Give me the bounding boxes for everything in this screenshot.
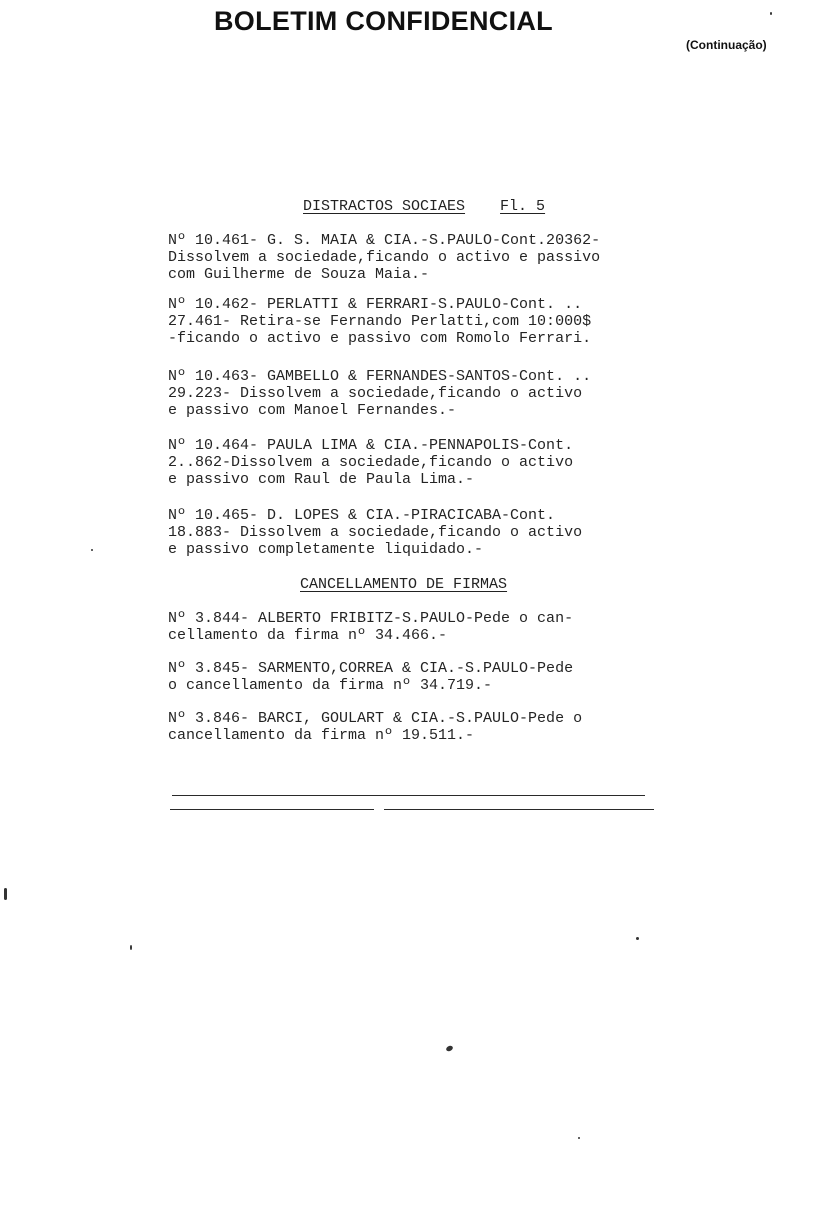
entry-line: com Guilherme de Souza Maia.-	[168, 266, 430, 283]
distracto-entry-10464	[168, 437, 668, 488]
continuation-label: (Continuação)	[686, 38, 767, 52]
distracto-entry-10465	[168, 507, 668, 558]
entry-line: Nº 10.464- PAULA LIMA & CIA.-PENNAPOLIS-Cont.	[168, 437, 574, 454]
ink-speck	[130, 945, 132, 950]
entry-line: e passivo com Manoel Fernandes.-	[168, 402, 457, 419]
entry-line: Nº 3.846- BARCI, GOULART & CIA.-S.PAULO-Pede o	[168, 710, 583, 727]
ink-speck	[578, 1137, 580, 1139]
entry-line: Nº 3.845- SARMENTO,CORREA & CIA.-S.PAULO-Pede	[168, 660, 574, 677]
page-reference: Fl. 5	[500, 198, 546, 215]
entry-line: Dissolvem a sociedade,ficando o activo e passivo	[168, 249, 601, 266]
entry-line: e passivo com Raul de Paula Lima.-	[168, 471, 475, 488]
entry-line: Nº 10.465- D. LOPES & CIA.-PIRACICABA-Cont.	[168, 507, 556, 524]
ink-speck	[636, 937, 639, 940]
entry-line: o cancellamento da firma nº 34.719.-	[168, 677, 493, 694]
distractos-heading: DISTRACTOS SOCIAES	[303, 198, 466, 215]
closing-rule-bottom-right	[384, 809, 654, 810]
distractos-heading-row	[303, 198, 545, 215]
entry-line: e passivo completamente liquidado.-	[168, 541, 484, 558]
cancellamento-entry-3844	[168, 610, 668, 644]
bulletin-title: BOLETIM CONFIDENCIAL	[214, 6, 553, 36]
cancellamento-heading-row	[300, 576, 507, 593]
entry-line: -ficando o activo e passivo com Romolo Ferrari.	[168, 330, 592, 347]
entry-line: 27.461- Retira-se Fernando Perlatti,com 10:000$	[168, 313, 592, 330]
distracto-entry-10462	[168, 296, 668, 347]
cancellamento-entry-3846	[168, 710, 668, 744]
entry-line: 2..862-Dissolvem a sociedade,ficando o activo	[168, 454, 574, 471]
closing-rule-top	[172, 795, 645, 796]
entry-line: cellamento da firma nº 34.466.-	[168, 627, 448, 644]
entry-line: Nº 10.462- PERLATTI & FERRARI-S.PAULO-Cont. ..	[168, 296, 583, 313]
ink-speck	[4, 888, 7, 900]
entry-line: 18.883- Dissolvem a sociedade,ficando o activo	[168, 524, 583, 541]
entry-line: cancellamento da firma nº 19.511.-	[168, 727, 475, 744]
entry-line: Nº 3.844- ALBERTO FRIBITZ-S.PAULO-Pede o can-	[168, 610, 574, 627]
cancellamento-heading: CANCELLAMENTO DE FIRMAS	[300, 576, 508, 593]
closing-rule-bottom-left	[170, 809, 374, 810]
ink-speck	[445, 1045, 453, 1052]
distracto-entry-10463	[168, 368, 668, 419]
ink-speck	[91, 549, 93, 551]
entry-line: 29.223- Dissolvem a sociedade,ficando o activo	[168, 385, 583, 402]
entry-line: Nº 10.463- GAMBELLO & FERNANDES-SANTOS-Cont. ..	[168, 368, 592, 385]
cancellamento-entry-3845	[168, 660, 668, 694]
distracto-entry-10461	[168, 232, 668, 283]
ink-speck	[770, 12, 772, 15]
entry-line: Nº 10.461- G. S. MAIA & CIA.-S.PAULO-Cont.20362-	[168, 232, 601, 249]
